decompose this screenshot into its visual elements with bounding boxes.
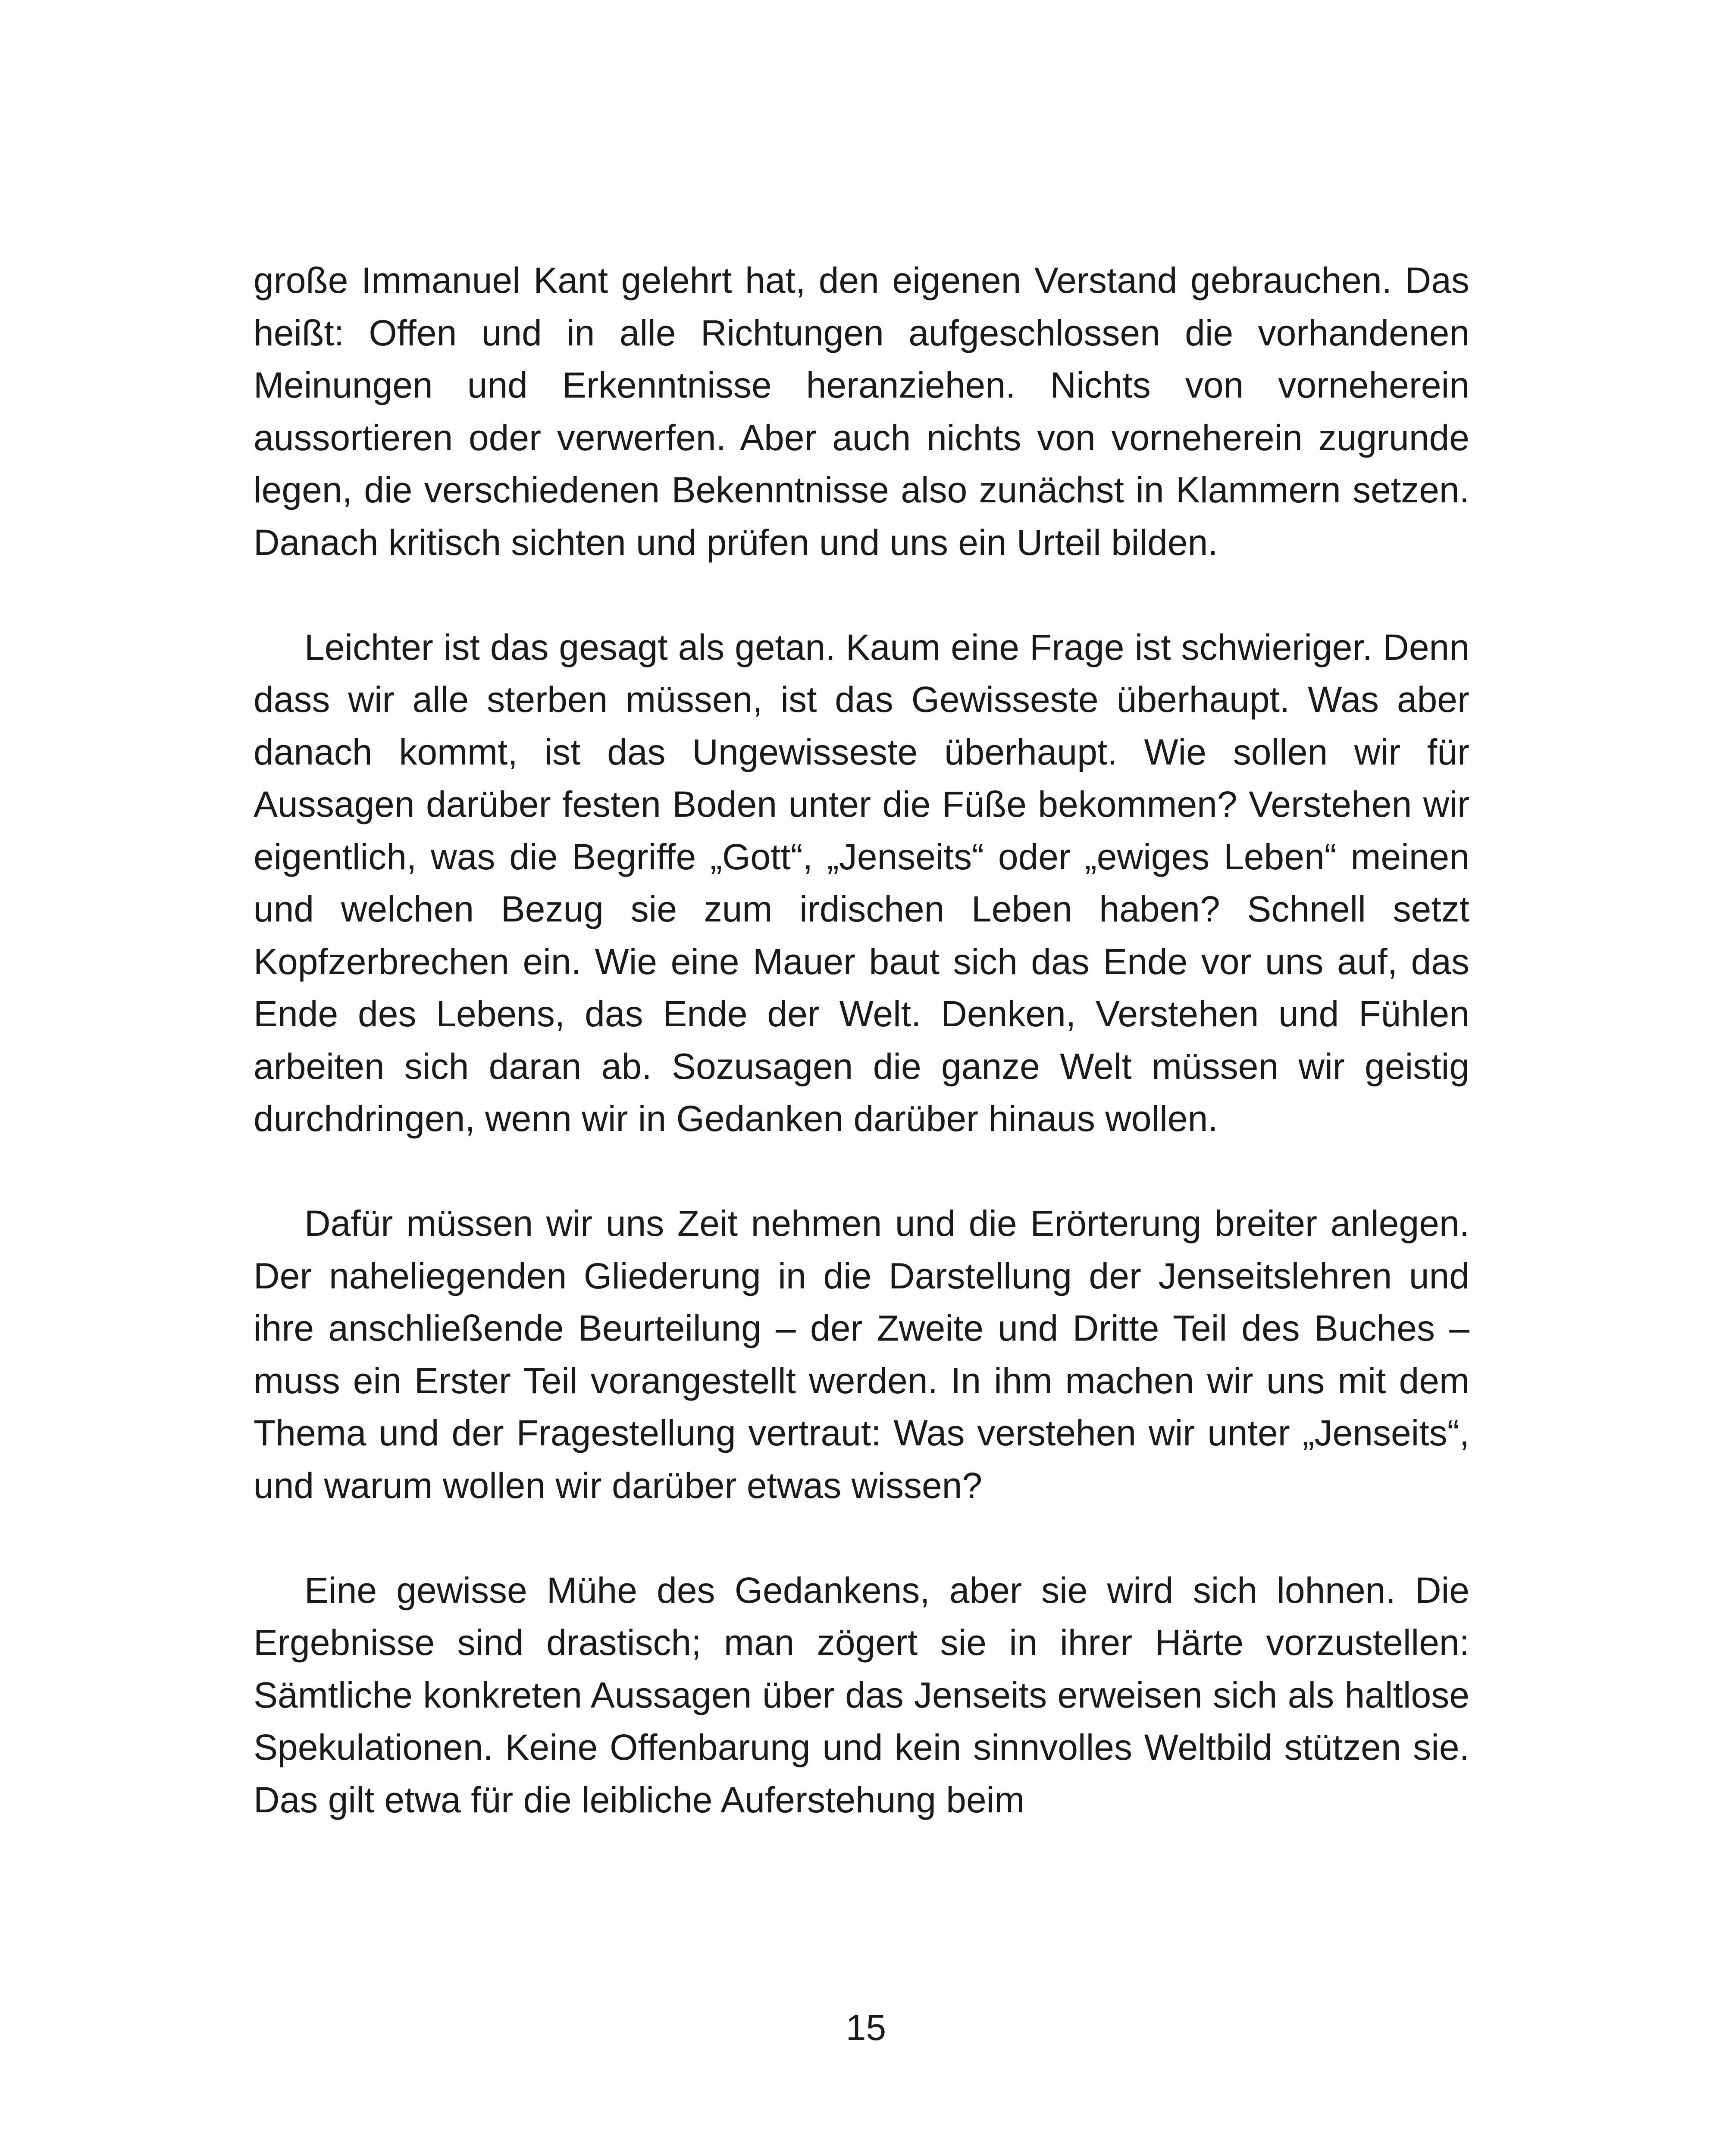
paragraph-2: Leichter ist das gesagt als getan. Kaum eine Frage ist schwieriger. Denn dass wir alle sterben müssen, ist das Gewisseste überhaupt. Was aber danach kommt, ist das Ungewisseste überhaupt. Wie sollen wir für Aussagen darüber festen Boden unter die Füße bekommen? Verstehen wir eigentlich, was die Begriffe „Gott“, „Jenseits“ oder „ewiges Leben“ meinen und welchen Bezug sie zum irdischen Leben haben? Schnell setzt Kopfzerbrechen ein. Wie eine Mauer baut sich das Ende vor uns auf, das Ende des Lebens, das Ende der Welt. Denken, Verstehen und Fühlen arbeiten sich daran ab. Sozusagen die ganze Welt müssen wir geistig durchdringen, wenn wir in Gedanken darüber hinaus wollen. (254, 627, 1469, 1139)
paragraph-4: Eine gewisse Mühe des Gedankens, aber sie wird sich lohnen. Die Ergebnisse sind drastisch; man zögert sie in ihrer Härte vorzustellen: Sämtliche konkreten Aussagen über das Jenseits erweisen sich als haltlose Spekulationen. Keine Offenbarung und kein sinnvolles Weltbild stützen sie. Das gilt etwa für die leibliche Auferstehung beim (254, 1570, 1469, 1820)
body-text (254, 254, 1469, 1826)
paragraph-3: Dafür müssen wir uns Zeit nehmen und die Erörterung breiter anlegen. Der naheliegenden Gliederung in die Darstellung der Jenseitslehren und ihre anschließende Beurteilung – der Zweite und Dritte Teil des Buches – muss ein Erster Teil vorangestellt werden. In ihm machen wir uns mit dem Thema und der Fragestellung vertraut: Was verstehen wir unter „Jenseits“, und warum wollen wir darüber etwas wissen? (254, 1203, 1469, 1506)
page-number: 15 (846, 2007, 886, 2048)
paragraph-1: große Immanuel Kant gelehrt hat, den eigenen Verstand gebrauchen. Das heißt: Offen und in alle Richtungen aufgeschlossen die vorhandenen Meinungen und Erkenntnisse heranziehen. Nichts von vorneherein aussortieren oder verwerfen. Aber auch nichts von vorneherein zugrunde legen, die verschiedenen Bekenntnisse also zunächst in Klammern setzen. Danach kritisch sichten und prüfen und uns ein Urteil bilden. (254, 260, 1469, 563)
